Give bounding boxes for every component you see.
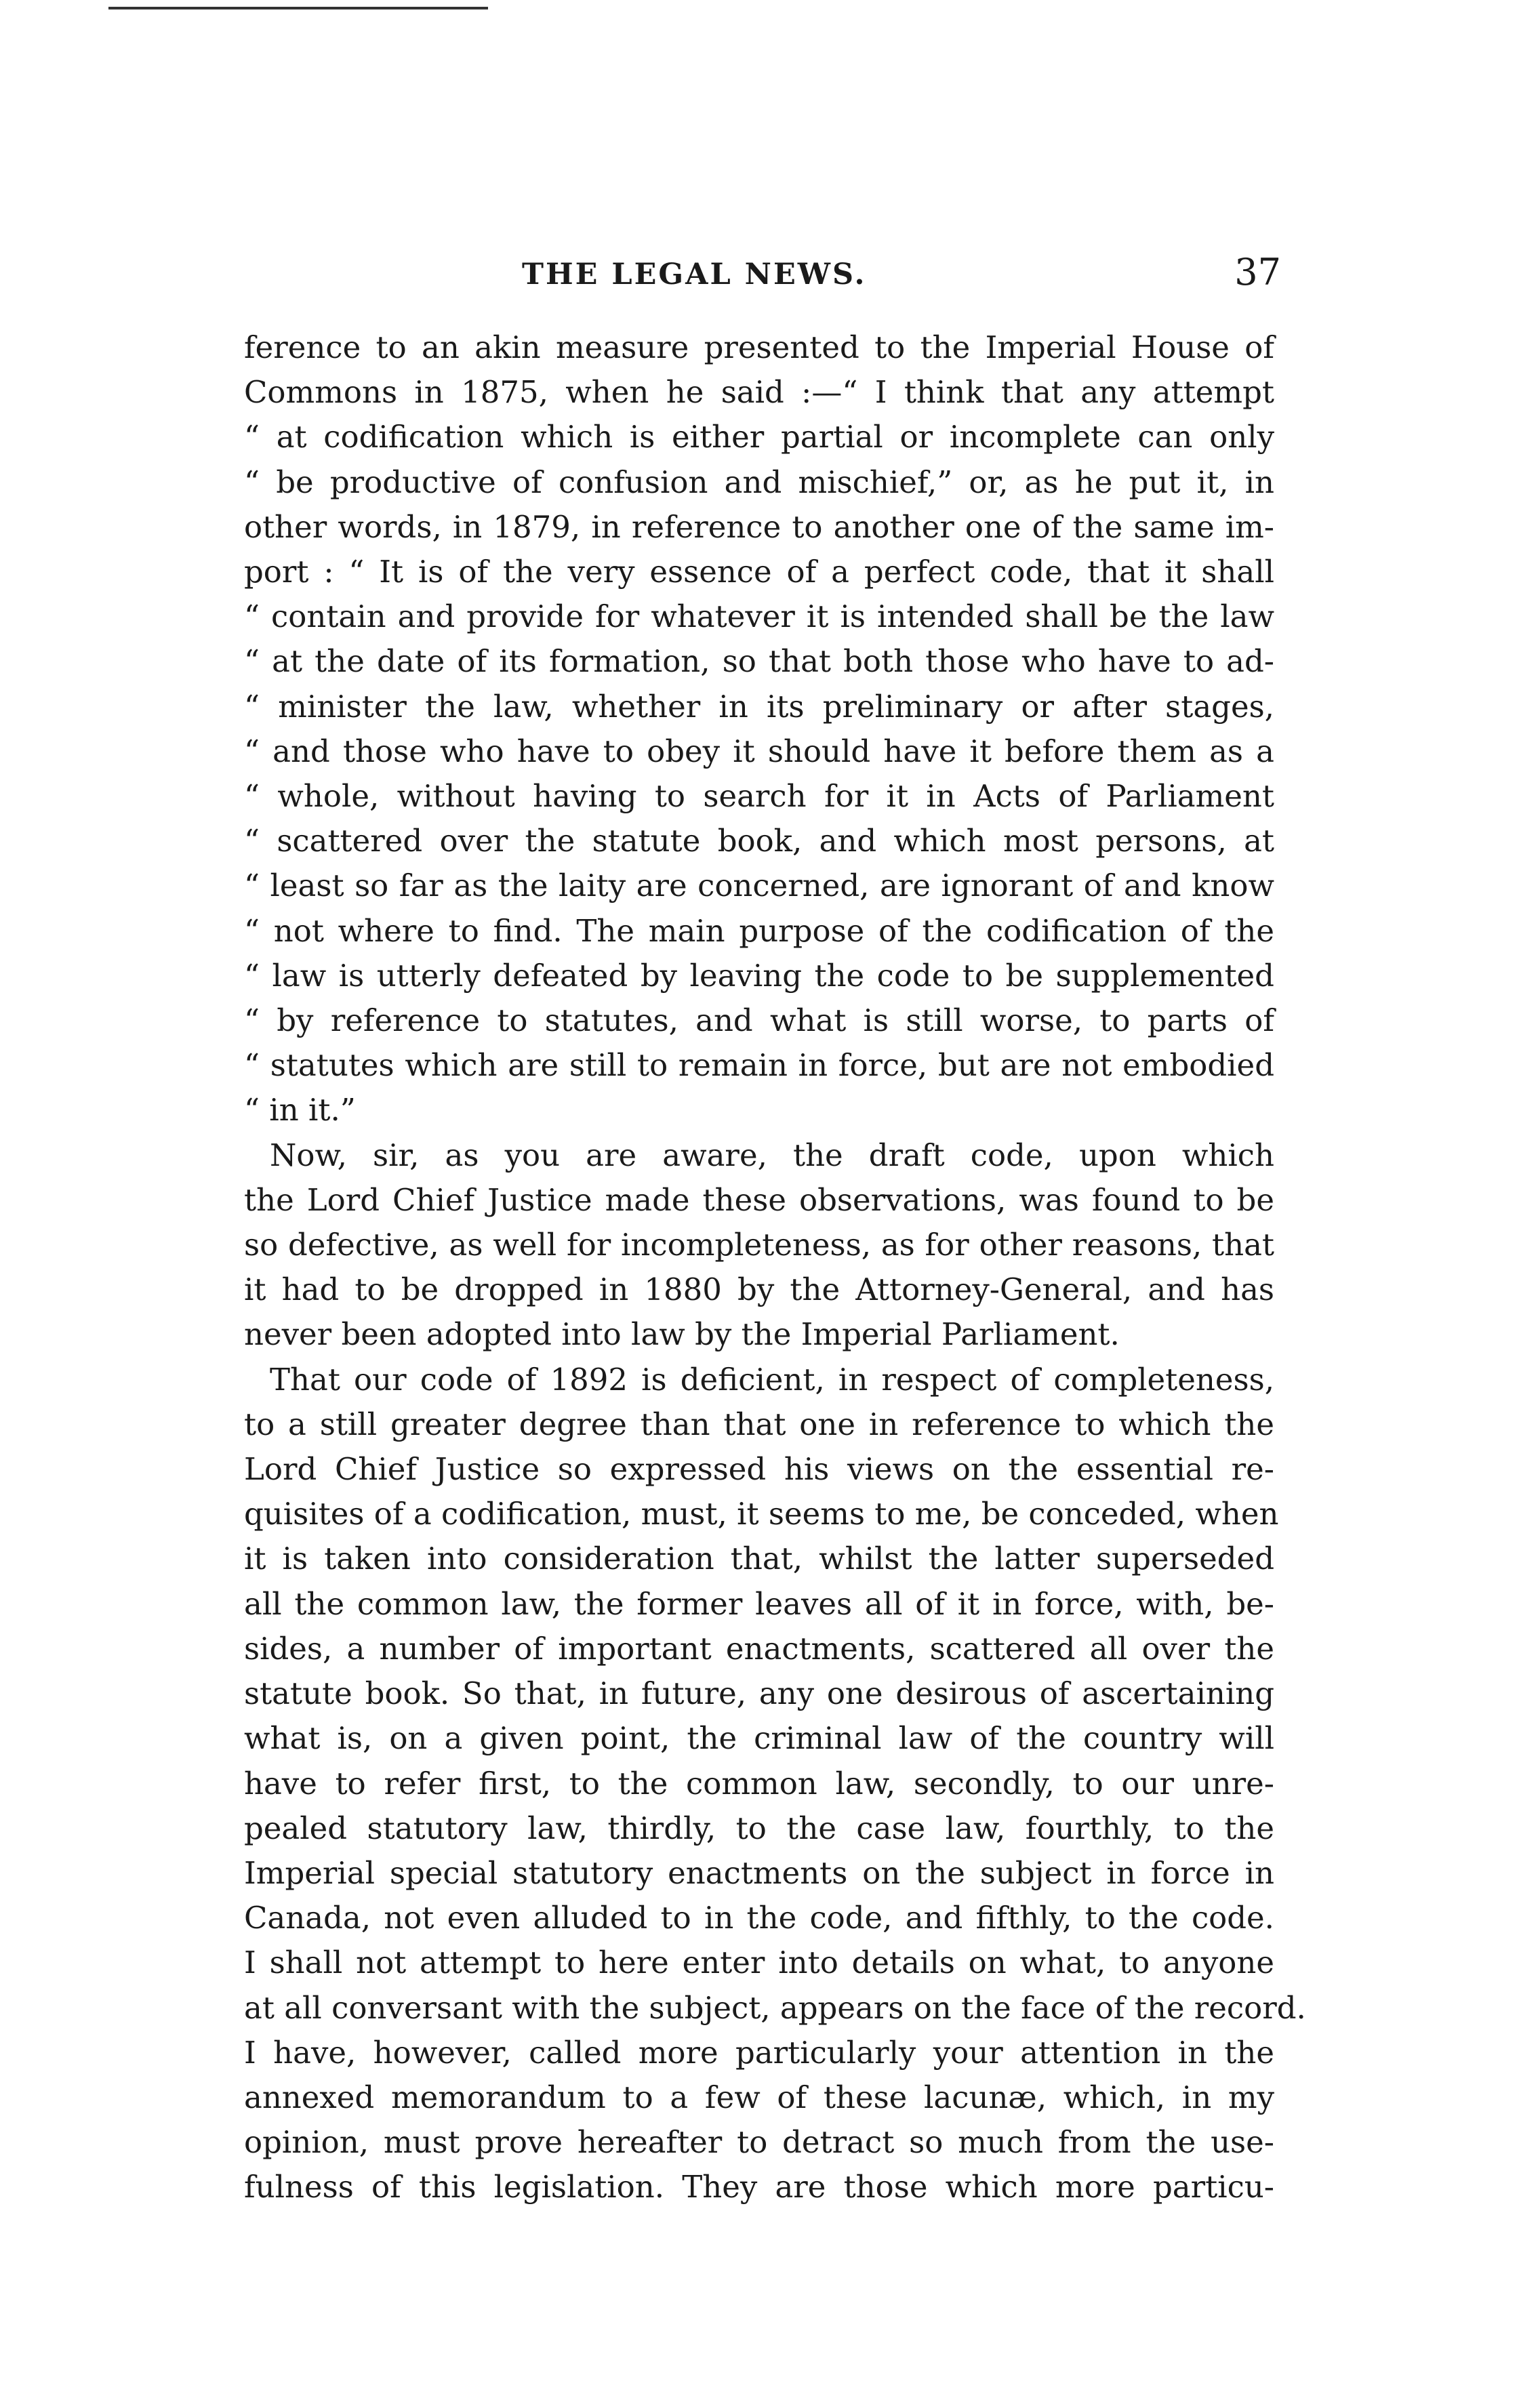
text-line: Commons in 1875, when he said :—“ I think that any attempt [244, 374, 1274, 411]
text-line: Lord Chief Justice so expressed his views on the essential re- [244, 1451, 1274, 1488]
text-line: what is, on a given point, the criminal law of the country will [244, 1720, 1274, 1757]
text-line: “ in it.” [244, 1092, 356, 1128]
text-line: so defective, as well for incompleteness, as for other reasons, that [244, 1227, 1274, 1263]
text-line: “ at the date of its formation, so that both those who have to ad- [244, 643, 1274, 680]
text-line: That our code of 1892 is deficient, in respect of completeness, [270, 1361, 1274, 1398]
text-line: the Lord Chief Justice made these observations, was found to be [244, 1181, 1274, 1218]
text-line: “ scattered over the statute book, and which most persons, at [244, 823, 1274, 859]
text-line: at all conversant with the subject, appears on the face of the record. [244, 1989, 1306, 2026]
text-line: “ and those who have to obey it should have it before them as a [244, 733, 1274, 769]
page [244, 251, 1306, 2210]
text-line: statute book. So that, in future, any one desirous of ascertaining [244, 1675, 1274, 1712]
text-line: Canada, not even alluded to in the code, and fifthly, to the code. [244, 1900, 1274, 1936]
body-text [244, 325, 1306, 2210]
text-line: “ statutes which are still to remain in force, but are not embodied [244, 1047, 1274, 1084]
running-head: THE LEGAL NEWS. [522, 258, 867, 291]
text-line: “ be productive of confusion and mischief,” or, as he put it, in [244, 464, 1274, 500]
text-line: Imperial special statutory enactments on the subject in force in [244, 1854, 1274, 1891]
text-line: pealed statutory law, thirdly, to the case law, fourthly, to the [244, 1810, 1274, 1846]
text-line: “ least so far as the laity are concerned, are ignorant of and know [244, 868, 1274, 904]
text-line: ference to an akin measure presented to the Imperial House of [244, 329, 1274, 365]
text-line: quisites of a codification, must, it seems to me, be conceded, when [244, 1496, 1279, 1532]
text-line: “ by reference to statutes, and what is still worse, to parts of [244, 1002, 1274, 1039]
text-line: never been adopted into law by the Imperial Parliament. [244, 1316, 1120, 1353]
text-line: other words, in 1879, in reference to another one of the same im- [244, 508, 1274, 545]
text-line: Now, sir, as you are aware, the draft code, upon which [270, 1137, 1274, 1173]
text-line: have to refer first, to the common law, secondly, to our unre- [244, 1765, 1274, 1802]
text-line: it is taken into consideration that, whilst the latter superseded [244, 1541, 1274, 1577]
text-line: fulness of this legislation. They are those which more particu- [244, 2169, 1274, 2205]
page-number: 37 [1234, 251, 1281, 293]
text-line: opinion, must prove hereafter to detract so much from the use- [244, 2124, 1274, 2161]
text-line: to a still greater degree than that one in reference to which the [244, 1406, 1274, 1442]
page-header [244, 251, 1281, 312]
text-line: port : “ It is of the very essence of a perfect code, that it shall [244, 554, 1274, 590]
text-line: “ whole, without having to search for it in Acts of Parliament [244, 778, 1274, 815]
text-line: I shall not attempt to here enter into details on what, to anyone [244, 1945, 1274, 1981]
text-line: all the common law, the former leaves all of it in force, with, be- [244, 1585, 1274, 1622]
text-line: “ law is utterly defeated by leaving the code to be supplemented [244, 957, 1274, 994]
text-line: annexed memorandum to a few of these lacunæ, which, in my [244, 2079, 1274, 2115]
text-line: “ minister the law, whether in its preliminary or after stages, [244, 688, 1274, 725]
text-line: sides, a number of important enactments, scattered all over the [244, 1630, 1274, 1667]
text-line: I have, however, called more particularly your attention in the [244, 2034, 1274, 2071]
text-line: it had to be dropped in 1880 by the Attorney-General, and has [244, 1272, 1274, 1308]
text-line: “ contain and provide for whatever it is intended shall be the law [244, 598, 1274, 635]
top-rule [108, 7, 488, 9]
text-line: “ at codification which is either partial or incomplete can only [244, 419, 1274, 455]
text-line: “ not where to find. The main purpose of the codification of the [244, 912, 1274, 949]
